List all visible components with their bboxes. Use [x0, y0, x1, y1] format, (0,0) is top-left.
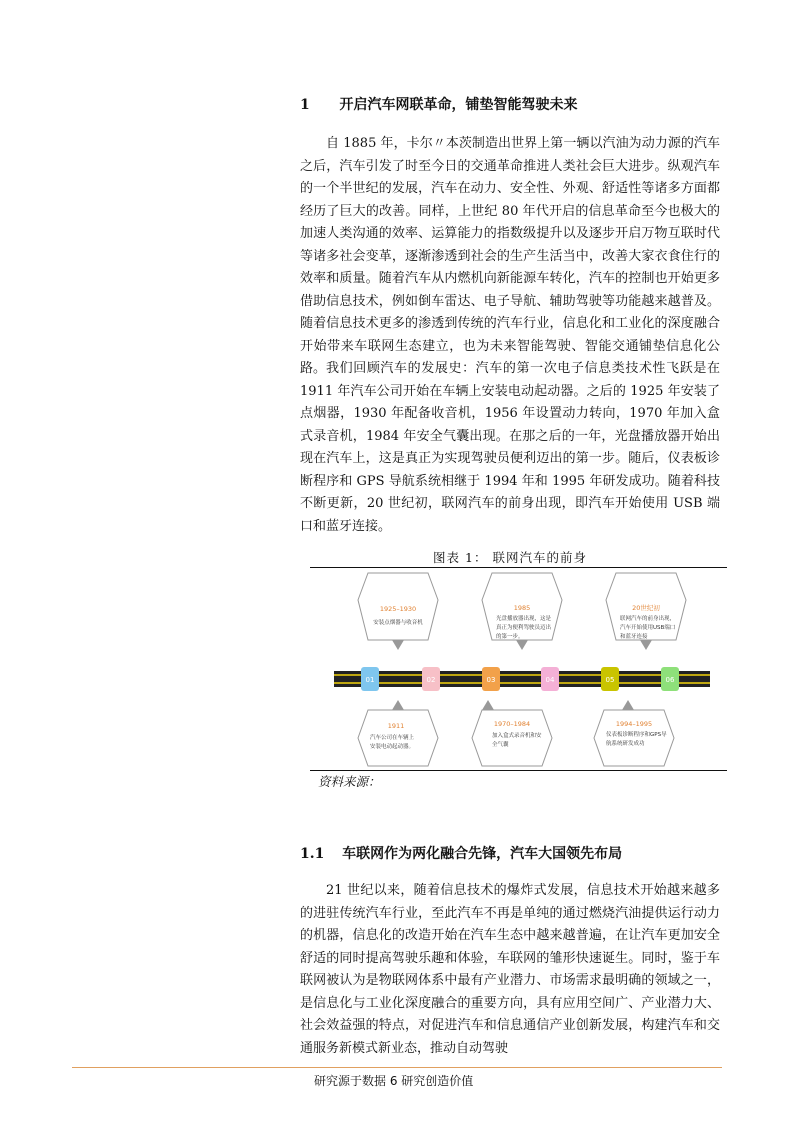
footer-text: 研究源于数据 6 研究创造价值	[314, 1074, 474, 1088]
footer-rule	[72, 1067, 722, 1068]
top-box-2-year: 1985	[513, 604, 531, 612]
paragraph-3: 21 世纪以来，随着信息技术的爆炸式发展，信息技术开始越来越多的进驻传统汽车行业，至此汽车不再是单纯的通过燃烧汽油提供运行动力的机器，信息化的改造开始在汽车生态中越来越普遍，在让汽车更加安全舒适的同时提高驾驶乐趣和体验，车联网的雏形快速诞生。同时，鉴于车联网被认为是物联网体系中最有产业潜力、市场需求最明确的领域之一，是信息化与工业化深度融合的重要方向，具有应用空间广、产业潜力大、社会效益强的特点，对促进汽车和信息通信产业创新发展，构建汽车和交通服务新模式新业态，推动自动驾驶	[300, 883, 720, 1056]
top-box-3-text1: 联网汽车的前身出现，	[620, 616, 676, 622]
step-06	[661, 667, 679, 691]
bottom-box-3-year: 1994–1995	[615, 720, 653, 728]
svg-text:03: 03	[486, 676, 496, 684]
figure-bottom-rule	[310, 770, 727, 771]
bottom-box-1-year: 1911	[387, 722, 405, 730]
top-box-2-text2: 真正为便利驾驶员迈出	[496, 625, 552, 631]
svg-text:05: 05	[605, 676, 615, 684]
svg-text:04: 04	[545, 676, 555, 684]
step-04	[541, 667, 559, 691]
bottom-box-2-text2: 全气囊	[492, 742, 509, 748]
figure-caption: 图表 1： 联网汽车的前身	[433, 550, 587, 565]
figure-source: 资料来源：	[318, 774, 381, 789]
section-number: 1	[300, 97, 310, 113]
top-box-2-text3: 的第一步。	[496, 634, 524, 640]
section-title: 车联网作为两化融合先锋，汽车大国领先布局	[342, 846, 623, 862]
step-03	[482, 667, 500, 691]
bottom-box-3-text1: 仪表板诊断程序和GPS导	[606, 732, 667, 738]
section-title: 开启汽车网联革命，铺垫智能驾驶未来	[339, 97, 578, 113]
timeline-figure	[310, 568, 727, 768]
bottom-box-2-year: 1970–1984	[493, 720, 531, 728]
bottom-box-3-text2: 航系统研发成功	[606, 741, 645, 747]
top-box-2-text1: 光盘播放器出现，这是	[496, 616, 552, 622]
svg-text:01: 01	[365, 676, 375, 684]
bottom-box-1	[358, 700, 438, 766]
timeline-svg	[310, 568, 727, 768]
step-05	[601, 667, 619, 691]
bottom-box-1-text1: 汽车公司在车辆上	[370, 735, 415, 741]
top-box-1-year: 1925–1930	[379, 605, 417, 613]
section-number: 1.1	[300, 846, 325, 862]
timeline-road	[334, 671, 710, 687]
svg-text:06: 06	[665, 676, 675, 684]
section-heading-1	[300, 94, 578, 114]
top-box-3-year: 20世纪初	[632, 604, 660, 612]
section-heading-1-1	[300, 843, 622, 863]
bottom-box-1-text2: 安装电动起动器。	[370, 744, 415, 750]
step-01	[361, 667, 379, 691]
paragraph-1: 自 1885 年，卡尔〃本茨制造出世界上第一辆以汽油为动力源的汽车之后，汽车引发了时至今日的交通革命推进人类社会巨大进步。纵观汽车的一个半世纪的发展，汽车在动力、安全性、外观、舒适性等诸多方面都经历了巨大的改善。同样，上世纪 80 年代开启的信息革命至今也极大的加速人类沟通的效率、运算能力的指数级提升以及逐步开启万物互联时代等诸多社会变革，逐渐渗透到社会的生产生活当中，改善大家衣食住行的效率和质量。随着汽车从内燃机向新能源车转化，汽车的控制也开始更多借助信息技术，例如倒车雷达、电子导航、辅助驾驶等功能越来越普及。随着信息技术更多的渗透到传统的汽车行业，信息化和工业化的深度融合开始带来车联网生态建立，也为未来智能驾驶、智能交通铺垫信息化公路。	[300, 136, 720, 376]
step-02	[422, 667, 440, 691]
svg-text:02: 02	[426, 676, 436, 684]
top-box-3-text3: 和蓝牙连接	[620, 634, 648, 640]
paragraph-2: 我们回顾汽车的发展史：汽车的第一次电子信息类技术性飞跃是在 1911 年汽车公司开始在车辆上安装电动起动器。之后的 1925 年安装了点烟器，1930 年配备收音机，1956 年设置动力转向，1970 年加入盒式录音机，1984 年安全气囊出现。在那之后的一年，光盘播放器开始出现在汽车上，这是真正为实现驾驶员便利迈出的第一步。随后，仪表板诊断程序和 GPS 导航系统相继于 1994 年和 1995 年研发成功。随着科技不断更新，20 世纪初，联网汽车的前身出现，即汽车开始使用 USB 端口和蓝牙连接。	[300, 361, 720, 534]
top-box-3-text2: 汽车开始使用USB端口	[620, 625, 676, 631]
bottom-box-2-text1: 加入盒式录音机和安	[492, 733, 542, 739]
top-box-1-text: 安装点烟器与收音机	[373, 620, 423, 626]
